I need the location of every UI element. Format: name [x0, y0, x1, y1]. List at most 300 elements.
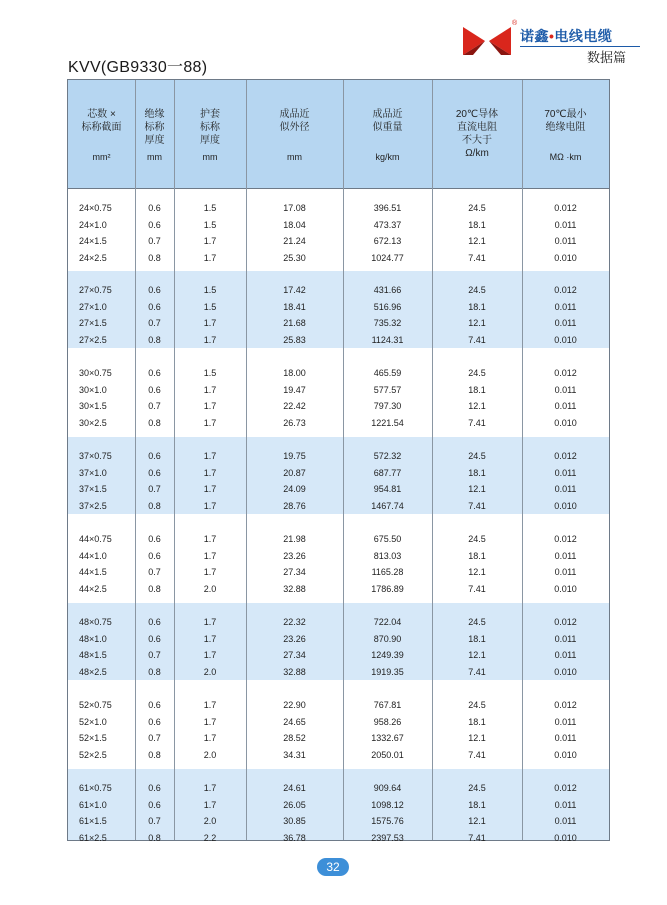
table-cell: 18.1 [468, 384, 486, 395]
table-cell: 954.81 [373, 484, 402, 495]
table-cell: 0.011 [554, 401, 577, 412]
table-cell: 0.6 [148, 716, 161, 727]
table-cell: 7.41 [468, 749, 486, 760]
table-cell: 34.31 [283, 749, 306, 760]
brand-name-part2: 电线电缆 [554, 28, 613, 44]
table-cell: 722.04 [373, 617, 402, 627]
column-header-5 [432, 80, 522, 189]
table-row [68, 797, 609, 814]
table-cell: 27×2.5 [79, 334, 107, 345]
table-cell: 12.1 [468, 401, 486, 412]
table-cell: 12.1 [468, 733, 486, 744]
column-header-1 [135, 80, 174, 189]
table-cell: 0.011 [554, 799, 577, 810]
row-group [68, 437, 609, 514]
table-cell: 0.6 [148, 285, 161, 295]
table-cell: 1.7 [203, 534, 217, 544]
table-row [68, 531, 609, 548]
table-cell: 24.5 [468, 451, 486, 461]
table-cell: 18.00 [283, 368, 306, 378]
table-cell: 12.1 [468, 567, 486, 578]
table-cell: 17.42 [283, 285, 306, 295]
table-row [68, 714, 609, 731]
table-cell: 24×2.5 [79, 252, 107, 263]
table-cell: 0.6 [148, 451, 161, 461]
table-cell: 0.6 [148, 219, 161, 230]
table-row [68, 581, 609, 598]
table-cell: 396.51 [373, 203, 402, 213]
table-row [68, 250, 609, 267]
table-cell: 61×2.5 [79, 832, 107, 843]
table-cell: 44×0.75 [79, 534, 112, 544]
table-cell: 1919.35 [371, 666, 404, 677]
table-cell: 23.26 [283, 550, 306, 561]
column-divider [246, 80, 247, 840]
table-cell: 44×1.0 [79, 550, 107, 561]
table-cell: 2.0 [203, 583, 217, 594]
table-cell: 12.1 [468, 236, 486, 247]
table-row [68, 233, 609, 250]
table-cell: 1.7 [203, 799, 217, 810]
row-group [68, 686, 609, 763]
table-cell: 0.6 [148, 384, 161, 395]
table-row [68, 398, 609, 415]
table-cell: 0.011 [554, 816, 577, 827]
table-cell: 0.6 [148, 799, 161, 810]
column-header-line: 20℃导体 [455, 109, 499, 120]
column-header-line: 芯数 × [87, 109, 116, 120]
table-row [68, 415, 609, 432]
table-cell: 37×1.0 [79, 467, 107, 478]
table-cell: 24.09 [283, 484, 306, 495]
table-cell: 0.011 [554, 236, 577, 247]
table-cell: 48×1.0 [79, 633, 107, 644]
table-cell: 0.6 [148, 550, 161, 561]
table-cell: 0.011 [554, 219, 577, 230]
table-row [68, 481, 609, 498]
column-header-lines [68, 108, 135, 134]
column-header-line: Ω/km [465, 148, 489, 159]
table-cell: 0.6 [148, 203, 161, 213]
table-cell: 28.52 [283, 733, 306, 744]
column-header-line: 不大于 [462, 135, 492, 146]
table-cell: 17.08 [283, 203, 306, 213]
table-row [68, 614, 609, 631]
table-cell: 0.7 [148, 236, 161, 247]
column-header-lines [246, 108, 343, 134]
column-header-line: 直流电阻 [457, 122, 497, 133]
table-cell: 61×1.5 [79, 816, 107, 827]
column-unit: MΩ ·km [549, 152, 582, 162]
table-row [68, 332, 609, 349]
table-cell: 7.41 [468, 666, 486, 677]
table-row [68, 664, 609, 681]
table-row [68, 647, 609, 664]
table-cell: 1786.89 [371, 583, 404, 594]
table-cell: 24×0.75 [79, 203, 112, 213]
column-header-line: 标称 [144, 122, 165, 133]
table-cell: 0.011 [554, 733, 577, 744]
column-header-line: 70℃最小 [544, 109, 587, 120]
column-header-2 [174, 80, 246, 189]
table-row [68, 631, 609, 648]
table-cell: 32.88 [283, 666, 306, 677]
table-cell: 0.6 [148, 301, 161, 312]
table-cell: 1.7 [203, 500, 217, 511]
table-cell: 1024.77 [371, 252, 404, 263]
table-cell: 24.5 [468, 534, 486, 544]
table-cell: 0.011 [554, 318, 577, 329]
brand-header [461, 20, 641, 70]
table-cell: 1.7 [203, 417, 217, 428]
table-cell: 1.7 [203, 783, 217, 793]
table-cell: 0.011 [554, 716, 577, 727]
table-cell: 0.8 [148, 252, 161, 263]
table-cell: 672.13 [373, 236, 402, 247]
table-cell: 0.6 [148, 783, 161, 793]
table-cell: 0.7 [148, 816, 161, 827]
table-cell: 797.30 [373, 401, 402, 412]
table-cell: 61×1.0 [79, 799, 107, 810]
table-cell: 52×1.0 [79, 716, 107, 727]
table-cell: 0.8 [148, 749, 161, 760]
table-cell: 0.011 [554, 301, 577, 312]
table-cell: 0.010 [554, 500, 577, 511]
table-cell: 0.012 [554, 203, 577, 213]
column-unit: kg/km [375, 152, 400, 162]
row-group [68, 603, 609, 680]
column-header-0 [68, 80, 135, 189]
table-cell: 52×0.75 [79, 700, 112, 710]
table-cell: 18.1 [468, 301, 486, 312]
column-header-line: 绝缘 [144, 109, 165, 120]
table-cell: 48×2.5 [79, 666, 107, 677]
column-unit: mm [147, 152, 162, 162]
table-cell: 0.010 [554, 583, 577, 594]
column-header-line: 绝缘电阻 [545, 122, 586, 133]
table-row [68, 830, 609, 847]
table-cell: 0.8 [148, 832, 161, 843]
table-cell: 813.03 [373, 550, 402, 561]
table-row [68, 697, 609, 714]
table-cell: 2397.53 [371, 832, 404, 843]
table-cell: 0.011 [554, 467, 577, 478]
table-cell: 1249.39 [371, 650, 404, 661]
table-cell: 25.30 [283, 252, 306, 263]
table-cell: 1.7 [203, 401, 217, 412]
table-cell: 0.012 [554, 534, 577, 544]
table-cell: 7.41 [468, 417, 486, 428]
table-cell: 0.011 [554, 633, 577, 644]
table-cell: 0.8 [148, 417, 161, 428]
table-row [68, 747, 609, 764]
column-header-line: 似外径 [279, 122, 310, 133]
table-cell: 7.41 [468, 832, 486, 843]
table-cell: 2.2 [203, 832, 217, 843]
table-cell: 30×1.0 [79, 384, 107, 395]
table-cell: 0.8 [148, 500, 161, 511]
table-cell: 1332.67 [371, 733, 404, 744]
table-cell: 24.5 [468, 783, 486, 793]
table-cell: 0.6 [148, 700, 161, 710]
table-cell: 28.76 [283, 500, 306, 511]
brand-name-part1: 诺鑫 [520, 28, 549, 44]
table-cell: 52×1.5 [79, 733, 107, 744]
table-cell: 0.7 [148, 318, 161, 329]
table-cell: 465.59 [373, 368, 402, 378]
table-cell: 25.83 [283, 334, 306, 345]
table-cell: 577.57 [373, 384, 402, 395]
table-cell: 12.1 [468, 318, 486, 329]
table-cell: 675.50 [373, 534, 402, 544]
table-cell: 52×2.5 [79, 749, 107, 760]
table-cell: 24×1.0 [79, 219, 107, 230]
table-row [68, 548, 609, 565]
table-cell: 0.6 [148, 467, 161, 478]
table-cell: 12.1 [468, 650, 486, 661]
table-cell: 0.8 [148, 583, 161, 594]
table-cell: 0.012 [554, 700, 577, 710]
column-header-lines [135, 108, 174, 147]
table-cell: 1.7 [203, 252, 217, 263]
table-cell: 30×0.75 [79, 368, 112, 378]
table-cell: 24.65 [283, 716, 306, 727]
table-cell: 2.0 [203, 816, 217, 827]
column-unit: mm [287, 152, 302, 162]
table-cell: 1.7 [203, 716, 217, 727]
table-cell: 20.87 [283, 467, 306, 478]
table-cell: 0.012 [554, 285, 577, 295]
table-cell: 0.012 [554, 368, 577, 378]
table-cell: 22.32 [283, 617, 306, 627]
table-cell: 1098.12 [371, 799, 404, 810]
table-row [68, 382, 609, 399]
table-cell: 1575.76 [371, 816, 404, 827]
column-unit: mm [202, 152, 218, 162]
table-cell: 18.1 [468, 633, 486, 644]
table-cell: 27.34 [283, 650, 306, 661]
table-cell: 22.42 [283, 401, 306, 412]
table-cell: 7.41 [468, 334, 486, 345]
column-header-line: 标称 [200, 122, 220, 133]
registered-mark: ® [512, 20, 518, 27]
table-cell: 0.011 [554, 484, 577, 495]
table-cell: 30.85 [283, 816, 306, 827]
column-header-line: 成品近 [372, 109, 403, 120]
column-header-line: 似重量 [372, 122, 403, 133]
column-header-lines [432, 108, 522, 160]
table-row [68, 448, 609, 465]
section-label: 数据篇 [587, 50, 627, 65]
table-cell: 473.37 [373, 219, 402, 230]
table-cell: 18.41 [283, 301, 306, 312]
table-cell: 22.90 [283, 700, 306, 710]
table-cell: 21.68 [283, 318, 306, 329]
table-cell: 870.90 [373, 633, 402, 644]
table-cell: 1.7 [203, 650, 217, 661]
page-title: KVV(GB9330一88) [68, 59, 208, 76]
table-cell: 1165.28 [371, 567, 404, 578]
row-group [68, 769, 609, 843]
table-cell: 687.77 [373, 467, 402, 478]
table-cell: 24.5 [468, 285, 486, 295]
table-cell: 26.05 [283, 799, 306, 810]
table-cell: 21.24 [283, 236, 306, 247]
table-cell: 1.7 [203, 550, 217, 561]
table-cell: 0.7 [148, 484, 161, 495]
table-cell: 24.5 [468, 368, 486, 378]
table-cell: 0.6 [148, 633, 161, 644]
table-cell: 7.41 [468, 583, 486, 594]
table-cell: 0.7 [148, 650, 161, 661]
table-cell: 1.7 [203, 334, 217, 345]
table-cell: 1.7 [203, 733, 217, 744]
column-divider [135, 80, 136, 840]
table-cell: 36.78 [283, 832, 306, 843]
brand-name [520, 26, 612, 46]
table-row [68, 200, 609, 217]
table-cell: 0.6 [148, 368, 161, 378]
column-divider [174, 80, 175, 840]
table-cell: 37×1.5 [79, 484, 107, 495]
table-cell: 1.7 [203, 700, 217, 710]
table-row [68, 730, 609, 747]
table-cell: 0.6 [148, 617, 161, 627]
row-group [68, 520, 609, 597]
table-cell: 0.010 [554, 417, 577, 428]
table-cell: 0.8 [148, 666, 161, 677]
table-row [68, 813, 609, 830]
column-header-line: 厚度 [200, 135, 220, 146]
table-cell: 18.1 [468, 799, 486, 810]
row-group [68, 271, 609, 348]
table-cell: 431.66 [373, 285, 402, 295]
table-cell: 1.5 [203, 203, 217, 213]
table-cell: 37×2.5 [79, 500, 107, 511]
table-cell: 18.04 [283, 219, 306, 230]
table-cell: 2050.01 [371, 749, 404, 760]
column-header-lines [174, 108, 246, 147]
table-header [68, 80, 609, 189]
table-cell: 48×1.5 [79, 650, 107, 661]
column-header-lines [522, 108, 609, 134]
table-cell: 958.26 [373, 716, 402, 727]
table-cell: 1.5 [203, 285, 217, 295]
column-header-line: 厚度 [144, 135, 165, 146]
table-cell: 767.81 [373, 700, 402, 710]
table-cell: 37×0.75 [79, 451, 112, 461]
table-cell: 0.010 [554, 749, 577, 760]
column-divider [343, 80, 344, 840]
table-cell: 1.7 [203, 236, 217, 247]
table-cell: 32.88 [283, 583, 306, 594]
table-cell: 1.7 [203, 617, 217, 627]
table-row [68, 564, 609, 581]
table-row [68, 498, 609, 515]
column-divider [432, 80, 433, 840]
table-cell: 21.98 [283, 534, 306, 544]
table-cell: 7.41 [468, 252, 486, 263]
table-cell: 0.010 [554, 334, 577, 345]
table-cell: 0.011 [554, 384, 577, 395]
table-row [68, 315, 609, 332]
table-cell: 44×2.5 [79, 583, 107, 594]
table-cell: 1.7 [203, 484, 217, 495]
table-cell: 1.7 [203, 567, 217, 578]
table-cell: 0.8 [148, 334, 161, 345]
table-cell: 0.7 [148, 401, 161, 412]
table-cell: 18.1 [468, 219, 486, 230]
table-cell: 19.75 [283, 451, 306, 461]
table-cell: 27.34 [283, 567, 306, 578]
column-divider [522, 80, 523, 840]
table-cell: 0.6 [148, 534, 161, 544]
table-cell: 2.0 [203, 666, 217, 677]
table-cell: 0.012 [554, 783, 577, 793]
table-cell: 1.7 [203, 633, 217, 644]
table-cell: 2.0 [203, 749, 217, 760]
table-row [68, 780, 609, 797]
column-header-lines [343, 108, 432, 134]
column-header-line: 标称截面 [81, 122, 122, 133]
table-cell: 48×0.75 [79, 617, 112, 627]
table-cell: 26.73 [283, 417, 306, 428]
table-cell: 24.5 [468, 617, 486, 627]
column-header-4 [343, 80, 432, 189]
table-cell: 18.1 [468, 467, 486, 478]
table-row [68, 299, 609, 316]
table-cell: 1.5 [203, 301, 217, 312]
table-cell: 0.010 [554, 832, 577, 843]
column-header-line: 成品近 [279, 109, 310, 120]
table-cell: 7.41 [468, 500, 486, 511]
table-cell: 12.1 [468, 816, 486, 827]
table-cell: 0.011 [554, 567, 577, 578]
table-cell: 24.61 [283, 783, 306, 793]
table-cell: 0.7 [148, 567, 161, 578]
table-cell: 0.011 [554, 650, 577, 661]
table-cell: 23.26 [283, 633, 306, 644]
table-cell: 30×2.5 [79, 417, 107, 428]
table-cell: 12.1 [468, 484, 486, 495]
table-cell: 1.7 [203, 451, 217, 461]
table-row [68, 217, 609, 234]
table-cell: 572.32 [373, 451, 402, 461]
table-cell: 1124.31 [371, 334, 404, 345]
column-header-line: 护套 [200, 109, 220, 120]
table-cell: 18.1 [468, 550, 486, 561]
table-row [68, 282, 609, 299]
table-cell: 18.1 [468, 716, 486, 727]
table-row [68, 365, 609, 382]
table-cell: 1.7 [203, 318, 217, 329]
column-header-3 [246, 80, 343, 189]
table-cell: 30×1.5 [79, 401, 107, 412]
brand-separator: • [549, 28, 555, 44]
table-cell: 0.012 [554, 617, 577, 627]
column-unit: mm² [92, 152, 111, 162]
table-cell: 909.64 [373, 783, 402, 793]
table-cell: 61×0.75 [79, 783, 112, 793]
table-cell: 24.5 [468, 700, 486, 710]
table-cell: 0.010 [554, 666, 577, 677]
row-group [68, 354, 609, 431]
table-cell: 0.7 [148, 733, 161, 744]
table-cell: 0.011 [554, 550, 577, 561]
table-cell: 0.010 [554, 252, 577, 263]
table-cell: 27×1.5 [79, 318, 107, 329]
table-cell: 19.47 [283, 384, 306, 395]
